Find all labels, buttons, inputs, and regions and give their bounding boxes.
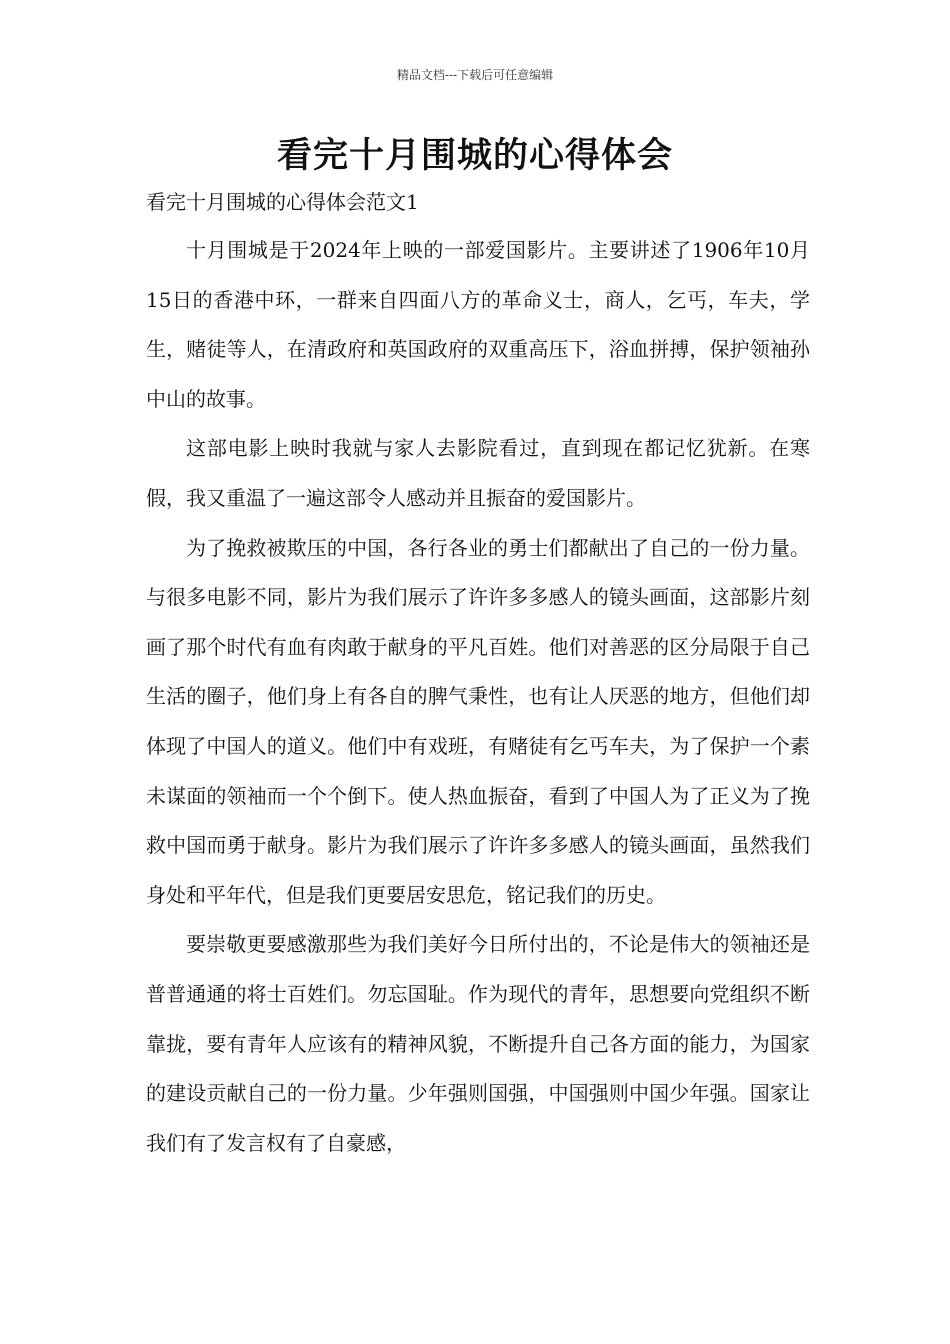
paragraph: 要崇敬更要感激那些为我们美好今日所付出的，不论是伟大的领袖还是普普通通的将士百姓们。勿忘国耻。作为现代的青年，思想要向党组织不断靠拢，要有青年人应该有的精神风貌，不断提升自己各方面的能力，为国家的建设贡献自己的一份力量。少年强则国强，中国强则中国少年强。国家让我们有了发言权有了自豪感， [146, 932, 810, 1155]
paragraph: 十月围城是于2024年上映的一部爱国影片。主要讲述了1906年10月15日的香港中环，一群来自四面八方的革命义士，商人，乞丐，车夫，学生，赌徒等人，在清政府和英国政府的双重高压下，浴血拼搏，保护领袖孙中山的故事。 [146, 238, 810, 411]
paragraph: 这部电影上映时我就与家人去影院看过，直到现在都记忆犹新。在寒假，我又重温了一遍这部令人感动并且振奋的爱国影片。 [146, 436, 810, 510]
document-title: 看完十月围城的心得体会 [276, 135, 673, 176]
header-note: 精品文档---下载后可任意编辑 [396, 68, 554, 82]
document-body [146, 226, 810, 1168]
paragraph: 为了挽救被欺压的中国，各行各业的勇士们都献出了自己的一份力量。与很多电影不同，影片为我们展示了许许多多感人的镜头画面，这部影片刻画了那个时代有血有肉敢于献身的平凡百姓。他们对善恶的区分局限于自己生活的圈子，他们身上有各自的脾气秉性，也有让人厌恶的地方，但他们却体现了中国人的道义。他们中有戏班，有赌徒有乞丐车夫，为了保护一个素未谋面的领袖而一个个倒下。使人热血振奋，看到了中国人为了正义为了挽救中国而勇于献身。影片为我们展示了许许多多感人的镜头画面，虽然我们身处和平年代，但是我们更要居安思危，铭记我们的历史。 [146, 535, 810, 907]
document-subtitle: 看完十月围城的心得体会范文1 [146, 190, 419, 214]
